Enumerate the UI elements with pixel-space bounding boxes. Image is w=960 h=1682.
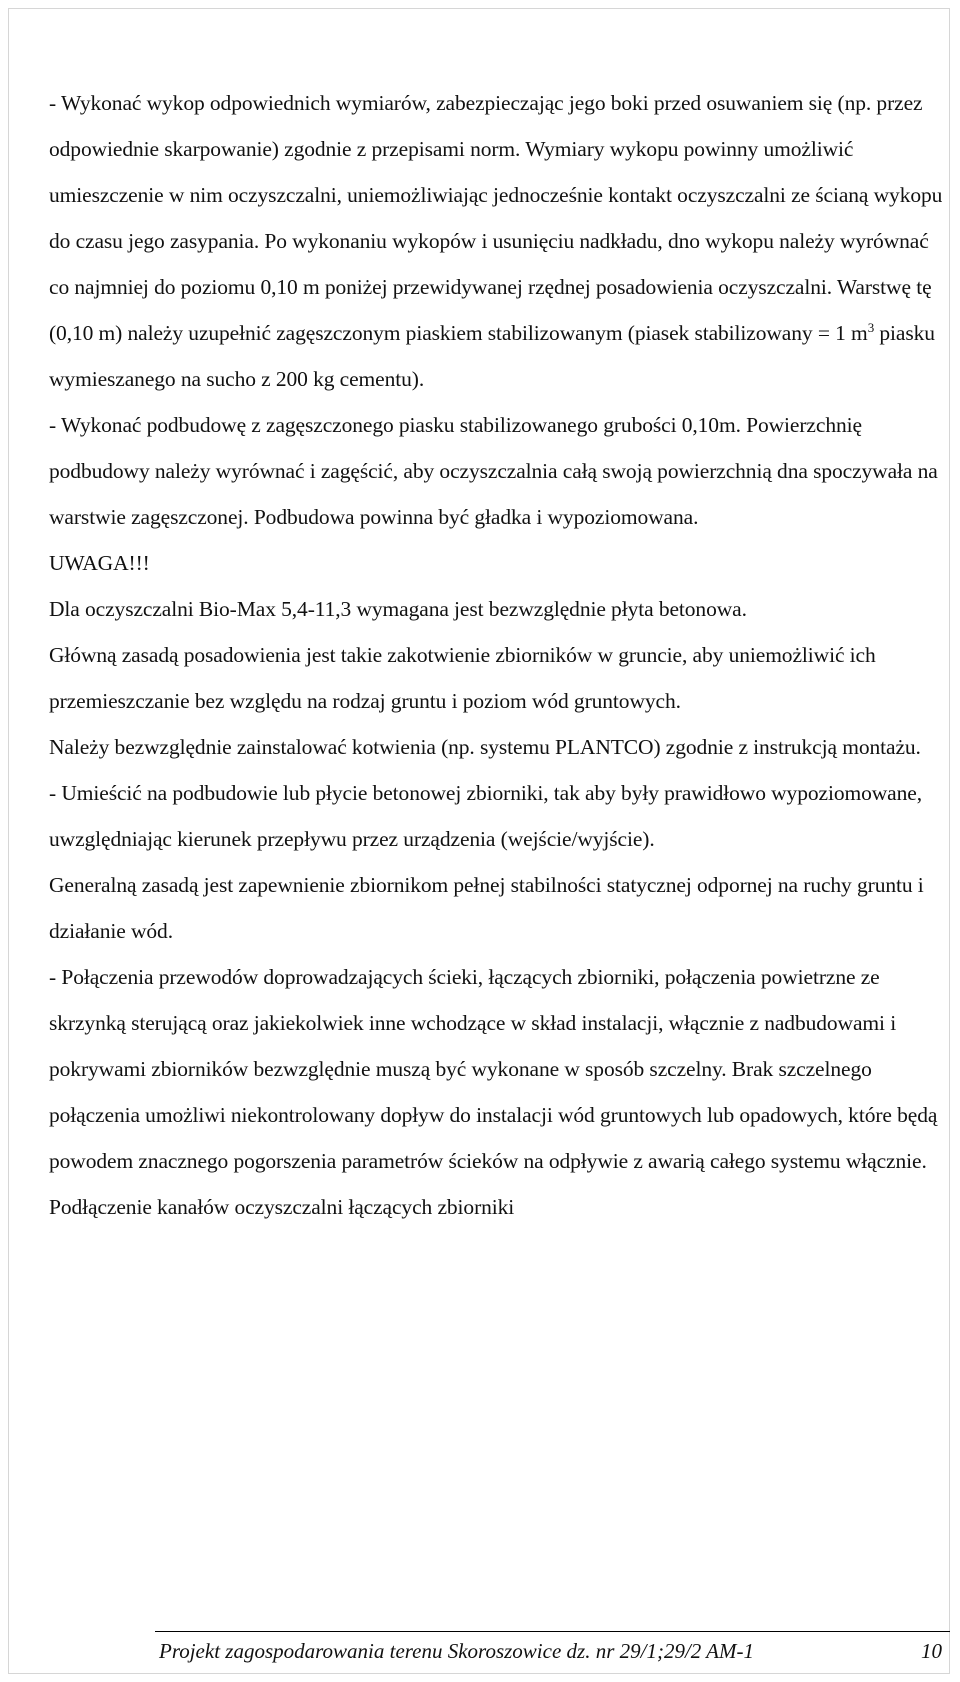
superscript-cubic: 3 — [867, 320, 875, 335]
paragraph-excavation-end: piasku wymieszanego na sucho z 200 kg cementu). — [49, 321, 935, 391]
paragraph-excavation — [49, 80, 944, 402]
footer-project-title: Projekt zagospodarowania terenu Skoroszowice dz. nr 29/1;29/2 AM-1 — [159, 1639, 754, 1663]
paragraph-anchoring-principle: Główną zasadą posadowienia jest takie zakotwienie zbiorników w gruncie, aby uniemożliwić ich przemieszczanie bez względu na rodzaj gruntu i poziom wód gruntowych. — [49, 643, 876, 713]
paragraph-excavation-text: - Wykonać wykop odpowiednich wymiarów, zabezpieczając jego boki przed osuwaniem się (np. przez odpowiednie skarpowanie) zgodnie z przepisami norm. Wymiary wykopu powinny umożliwić umieszczenie w nim oczyszczalni, uniemożliwiając jednocześnie kontakt oczyszczalni ze ścianą wykopu do czasu jego zasypania. Po wykonaniu wykopów i usunięciu nadkładu, dno wykopu należy wyrównać co najmniej do poziomu 0,10 m poniżej przewidywanej rzędnej posadowienia oczyszczalni. Warstwę tę (0,10 m) należy uzupełnić zagęszczonym piaskiem stabilizowanym (piasek stabilizowany = 1 m — [49, 91, 943, 345]
document-body — [49, 80, 944, 1230]
paragraph-tank-placement: - Umieścić na podbudowie lub płycie betonowej zbiorniki, tak aby były prawidłowo wypoziomowane, uwzględniając kierunek przepływu przez urządzenia (wejście/wyjście). — [49, 781, 922, 851]
page-footer — [155, 1631, 950, 1671]
paragraph-stability: Generalną zasadą jest zapewnienie zbiornikom pełnej stabilności statycznej odpornej na ruchy gruntu i działanie wód. — [49, 873, 924, 943]
paragraph-anchoring-install: Należy bezwzględnie zainstalować kotwienia (np. systemu PLANTCO) zgodnie z instrukcją montażu. — [49, 735, 921, 759]
paragraph-concrete-slab: Dla oczyszczalni Bio-Max 5,4-11,3 wymagana jest bezwzględnie płyta betonowa. — [49, 597, 747, 621]
paragraph-warning-heading: UWAGA!!! — [49, 551, 150, 575]
paragraph-subbase: - Wykonać podbudowę z zagęszczonego piasku stabilizowanego grubości 0,10m. Powierzchnię podbudowy należy wyrównać i zagęścić, aby oczyszczalnia całą swoją powierzchnią dna spoczywała na warstwie zagęszczonej. Podbudowa powinna być gładka i wypoziomowana. — [49, 413, 938, 529]
page-number: 10 — [921, 1639, 942, 1663]
document-page — [8, 8, 950, 1674]
paragraph-connections: - Połączenia przewodów doprowadzających ścieki, łączących zbiorniki, połączenia powietrzne ze skrzynką sterującą oraz jakiekolwiek inne wchodzące w skład instalacji, włącznie z nadbudowami i pokrywami zbiorników bezwzględnie muszą być wykonane w sposób szczelny. Brak szczelnego połączenia umożliwi niekontrolowany dopływ do instalacji wód gruntowych lub opadowych, które będą powodem znacznego pogorszenia parametrów ścieków na odpływie z awarią całego systemu włącznie. Podłączenie kanałów oczyszczalni łączących zbiorniki — [49, 965, 938, 1219]
